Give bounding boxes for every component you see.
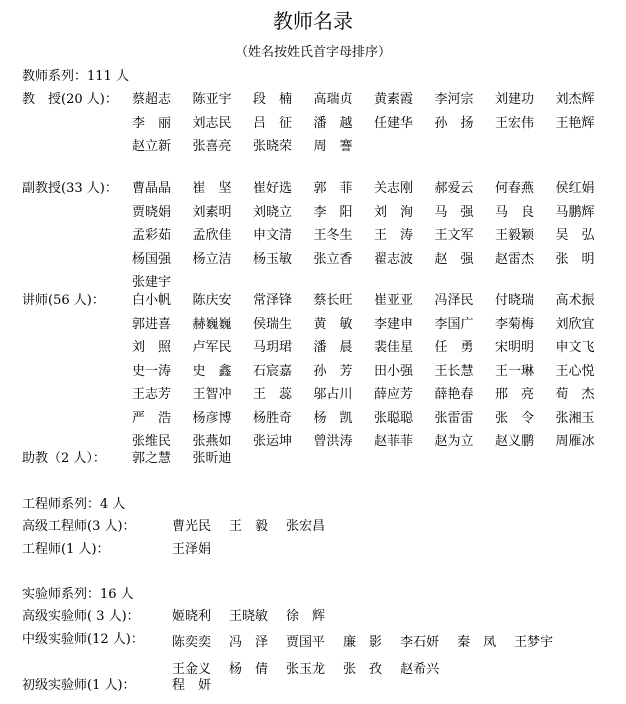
person-name: 翟志波 (374, 251, 414, 267)
person-name: 杨 倩 (229, 661, 269, 677)
associate-professor-names (132, 180, 626, 298)
person-name: 刘杰辉 (555, 92, 595, 107)
person-name: 马 强 (434, 204, 474, 220)
person-name: 王冬生 (313, 228, 353, 243)
person-name: 赵希兴 (400, 661, 440, 677)
faculty-series-header: 教师系列：111 人 (22, 69, 129, 84)
person-name: 王梦宇 (514, 635, 554, 650)
person-name: 崔 坚 (192, 181, 232, 196)
person-name: 常泽锋 (253, 293, 293, 308)
senior-engineer-label: 高级工程师(3 人)： (22, 519, 136, 534)
person-name: 王心悦 (555, 363, 595, 379)
person-name: 李国广 (434, 316, 474, 332)
person-name: 贾晓娟 (132, 204, 172, 220)
person-name: 张湘玉 (555, 410, 595, 426)
person-name: 黄 敏 (313, 316, 353, 332)
person-name: 任 勇 (434, 340, 474, 355)
person-name: 任建华 (374, 115, 414, 131)
person-name: 王毅颖 (495, 228, 535, 243)
person-name: 赵雷杰 (495, 251, 535, 267)
person-name: 王宏伟 (495, 115, 535, 131)
person-name: 卢军民 (192, 340, 232, 355)
person-name: 曹光民 (172, 519, 212, 534)
person-name: 邬占川 (313, 387, 353, 402)
person-name: 侯瑞生 (253, 316, 293, 332)
person-name: 王智冲 (192, 387, 232, 402)
junior-lab-names (172, 677, 612, 701)
person-name: 曾洪涛 (313, 434, 353, 449)
person-name: 王长慧 (434, 363, 474, 379)
person-name: 崔亚亚 (374, 293, 414, 308)
senior-engineer-names (172, 518, 612, 542)
person-name: 何春燕 (495, 181, 535, 196)
person-name: 徐 辉 (286, 609, 326, 624)
senior-lab-names (172, 608, 612, 632)
person-name: 王 蕊 (253, 387, 293, 402)
person-name: 贾国平 (286, 635, 326, 650)
engineer-series-header: 工程师系列：4 人 (22, 497, 126, 512)
person-name: 关志刚 (374, 181, 414, 196)
person-name: 潘 越 (313, 115, 353, 131)
person-name: 崔好选 (253, 181, 293, 196)
person-name: 李石妍 (400, 635, 440, 650)
person-name: 薛应芳 (374, 387, 414, 402)
person-name: 王晓敏 (229, 609, 269, 624)
page-subtitle: （姓名按姓氏首字母排序） (234, 45, 391, 60)
person-name: 李菊梅 (495, 316, 535, 332)
person-name: 刘素明 (192, 204, 232, 220)
person-name: 王泽娟 (172, 542, 212, 557)
person-name: 侯红娟 (555, 181, 595, 196)
person-name: 孙 芳 (313, 363, 353, 379)
person-name: 王艳辉 (555, 115, 595, 131)
person-name: 曹晶晶 (132, 181, 172, 196)
person-name: 裴佳星 (374, 340, 414, 355)
person-name: 张宏昌 (286, 519, 326, 534)
person-name: 刘志民 (192, 115, 232, 131)
person-name: 刘建功 (495, 92, 535, 107)
person-name: 王志芳 (132, 387, 172, 402)
person-name: 蔡超志 (132, 92, 172, 107)
person-name: 邢 亮 (495, 387, 535, 402)
person-name: 付晓瑞 (495, 293, 535, 308)
person-name: 张聪聪 (374, 410, 414, 426)
person-name: 高瑞贞 (313, 92, 353, 107)
lecturer-label: 讲师(56 人)： (22, 293, 105, 308)
person-name: 王金义 (172, 661, 212, 677)
person-name: 田小强 (374, 363, 414, 379)
person-name: 李河宗 (434, 92, 474, 107)
person-name: 冯泽民 (434, 293, 474, 308)
person-name: 孟彩茹 (132, 228, 172, 243)
person-name: 王一琳 (495, 363, 535, 379)
person-name: 严 浩 (132, 410, 172, 426)
person-name: 杨 凯 (313, 410, 353, 426)
person-name: 赫巍巍 (192, 316, 232, 332)
associate-professor-label: 副教授(33 人)： (22, 181, 118, 196)
person-name: 杨彦博 (192, 410, 232, 426)
person-name: 刘晓立 (253, 204, 293, 220)
person-name: 赵菲菲 (374, 434, 414, 449)
person-name: 郭进喜 (132, 316, 172, 332)
person-name: 郭 菲 (313, 181, 353, 196)
person-name: 白小帆 (132, 293, 172, 308)
person-name: 宋明明 (495, 340, 535, 355)
person-name: 潘 晨 (313, 340, 353, 355)
person-name: 吴 弘 (555, 228, 595, 243)
person-name: 杨胜奇 (253, 410, 293, 426)
person-name: 程 妍 (172, 678, 212, 693)
person-name: 张 孜 (343, 661, 383, 677)
person-name: 马 良 (495, 204, 535, 220)
person-name: 郝爱云 (434, 181, 474, 196)
person-name: 吕 征 (253, 115, 293, 131)
assistant-label: 助教（2 人）： (22, 451, 106, 466)
person-name: 荀 杰 (555, 387, 595, 402)
person-name: 郭之慧 (132, 451, 172, 466)
person-name: 周雁冰 (555, 434, 595, 449)
person-name: 张维民 (132, 434, 172, 449)
person-name: 刘 洵 (374, 204, 414, 220)
person-name: 史一涛 (132, 363, 172, 379)
person-name: 赵为立 (434, 434, 474, 449)
person-name: 张燕如 (192, 434, 232, 449)
person-name: 张昕迪 (192, 451, 232, 466)
person-name: 陈亚宇 (192, 92, 232, 107)
lecturer-names (132, 292, 626, 457)
person-name: 张 令 (495, 410, 535, 426)
person-name: 刘欣宜 (555, 316, 595, 332)
person-name: 史 鑫 (192, 363, 232, 379)
person-name: 孙 扬 (434, 115, 474, 131)
person-name: 李 阳 (313, 204, 353, 220)
person-name: 杨国强 (132, 251, 172, 267)
person-name: 王 涛 (374, 228, 414, 243)
person-name: 张喜亮 (192, 139, 232, 154)
person-name: 姬晓利 (172, 609, 212, 624)
assistant-names (132, 450, 626, 474)
person-name: 申文飞 (555, 340, 595, 355)
professor-label: 教 授(20 人)： (22, 92, 118, 107)
person-name: 马鹏辉 (555, 204, 595, 220)
person-name: 孟欣佳 (192, 228, 232, 243)
person-name: 王 毅 (229, 519, 269, 534)
person-name: 赵义鹏 (495, 434, 535, 449)
person-name: 廉 影 (343, 635, 383, 650)
person-name: 薛艳春 (434, 387, 474, 402)
person-name: 李 丽 (132, 115, 172, 131)
person-name: 周 謇 (313, 139, 353, 154)
person-name: 段 楠 (253, 92, 293, 107)
person-name: 申文清 (253, 228, 293, 243)
person-name: 杨玉敏 (253, 251, 293, 267)
person-name: 张立香 (313, 251, 353, 267)
person-name: 张玉龙 (286, 661, 326, 677)
person-name: 石宸嘉 (253, 363, 293, 379)
person-name: 蔡长旺 (313, 293, 353, 308)
page-title: 教师名录 (273, 9, 353, 33)
person-name: 王文军 (434, 228, 474, 243)
person-name: 秦 凤 (457, 635, 497, 650)
person-name: 李建申 (374, 316, 414, 332)
person-name: 马玥珺 (253, 340, 293, 355)
engineer-names (172, 541, 612, 565)
person-name: 冯 泽 (229, 635, 269, 650)
professor-names (132, 91, 626, 162)
person-name: 陈庆安 (192, 293, 232, 308)
person-name: 张 明 (555, 251, 595, 267)
person-name: 刘 照 (132, 340, 172, 355)
person-name: 张晓荣 (253, 139, 293, 154)
lab-series-header: 实验师系列：16 人 (22, 587, 134, 602)
intermediate-lab-label: 中级实验师(12 人)： (22, 632, 144, 647)
person-name: 黄素霞 (374, 92, 414, 107)
person-name: 赵立新 (132, 139, 172, 154)
senior-lab-label: 高级实验师( 3 人)： (22, 609, 140, 624)
person-name: 陈奕奕 (172, 635, 212, 650)
junior-lab-label: 初级实验师(1 人)： (22, 678, 136, 693)
person-name: 杨立洁 (192, 251, 232, 267)
person-name: 高术振 (555, 293, 595, 308)
person-name: 张运坤 (253, 434, 293, 449)
engineer-label: 工程师(1 人)： (22, 542, 110, 557)
person-name: 赵 强 (434, 251, 474, 267)
person-name: 张建宇 (132, 275, 172, 290)
person-name: 张雷雷 (434, 410, 474, 426)
